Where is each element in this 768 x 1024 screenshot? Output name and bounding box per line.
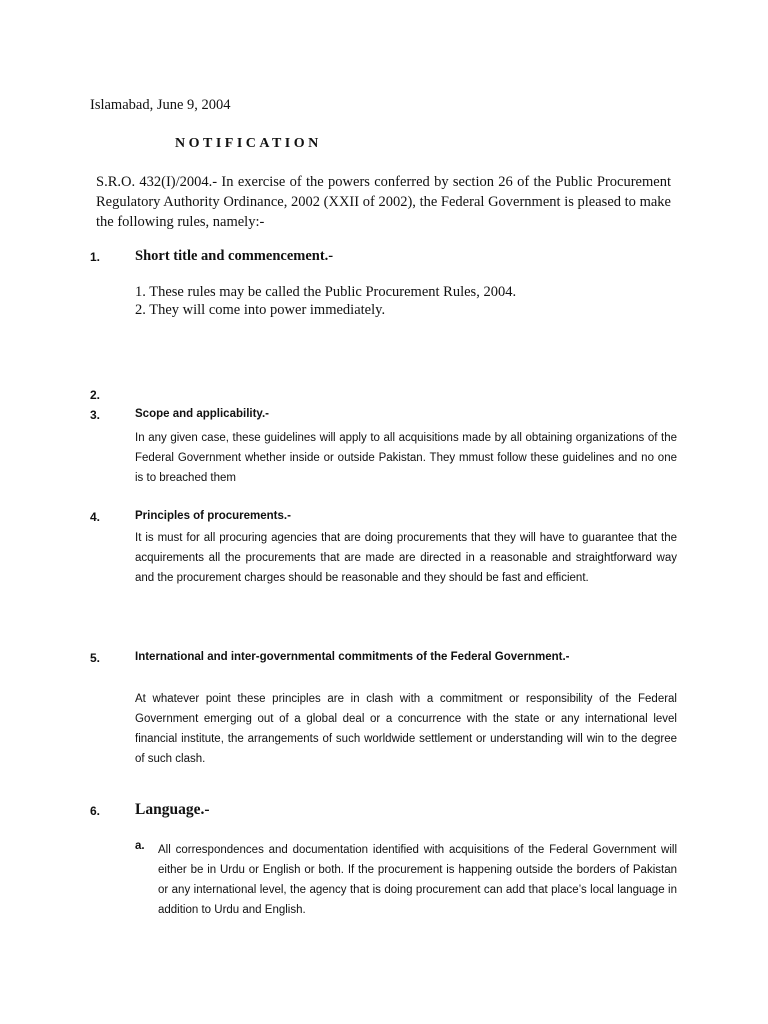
section-5-number: 5. [90,651,101,665]
section-2-number: 2. [90,388,101,402]
section-1-heading: Short title and commencement.- [135,248,334,264]
section-3-heading: Scope and applicability.- [135,408,269,420]
section-6-item-a-text: All correspondences and documentation identified with acquisitions of the Federal Government will either be in Urdu or English or both. If the procurement is happening outside the borders of Pakistan or any international level, the agency that is doing procurement can add that place’s local language in addition to Urdu and English. [158,844,677,916]
section-4-body: It is must for all procuring agencies that are doing procurements that they will have to guarantee that the acquirements all the procurements that are made are directed in a reasonable and straightforward way and the procurement charges should be reasonable and they should be fast and efficient. [135,532,677,584]
section-5-heading: International and inter-governmental commitments of the Federal Government.- [135,651,570,663]
intro-paragraph: S.R.O. 432(I)/2004.- In exercise of the powers conferred by section 26 of the Public Procurement Regulatory Authority Ordinance, 2002 (XXII of 2002), the Federal Government is pleased to make the following rules, namely:- [96,174,671,230]
section-1-item-2: 2. They will come into power immediately. [135,302,386,318]
section-6-heading: Language.- [135,801,210,818]
section-5-body: At whatever point these principles are in clash with a commitment or responsibility of the Federal Government emerging out of a global deal or a concurrence with the state or any international level financial institute, the arrangements of such worldwide settlement or understanding will win to the degree of such clash. [135,693,677,765]
section-6-item-a-label: a. [135,840,145,852]
section-4-heading: Principles of procurements.- [135,510,291,522]
section-1-item-1: 1. These rules may be called the Public Procurement Rules, 2004. [135,284,517,300]
section-1-number: 1. [90,250,101,264]
section-4-number: 4. [90,510,101,524]
section-6-number: 6. [90,804,101,818]
place-date: Islamabad, June 9, 2004 [90,97,231,113]
section-3-number: 3. [90,408,101,422]
page-title: NOTIFICATION [175,136,322,151]
section-3-body: In any given case, these guidelines will apply to all acquisitions made by all obtaining organizations of the Federal Government whether inside or outside Pakistan. They mmust follow these guidelines and no one is to breached them [135,432,677,484]
